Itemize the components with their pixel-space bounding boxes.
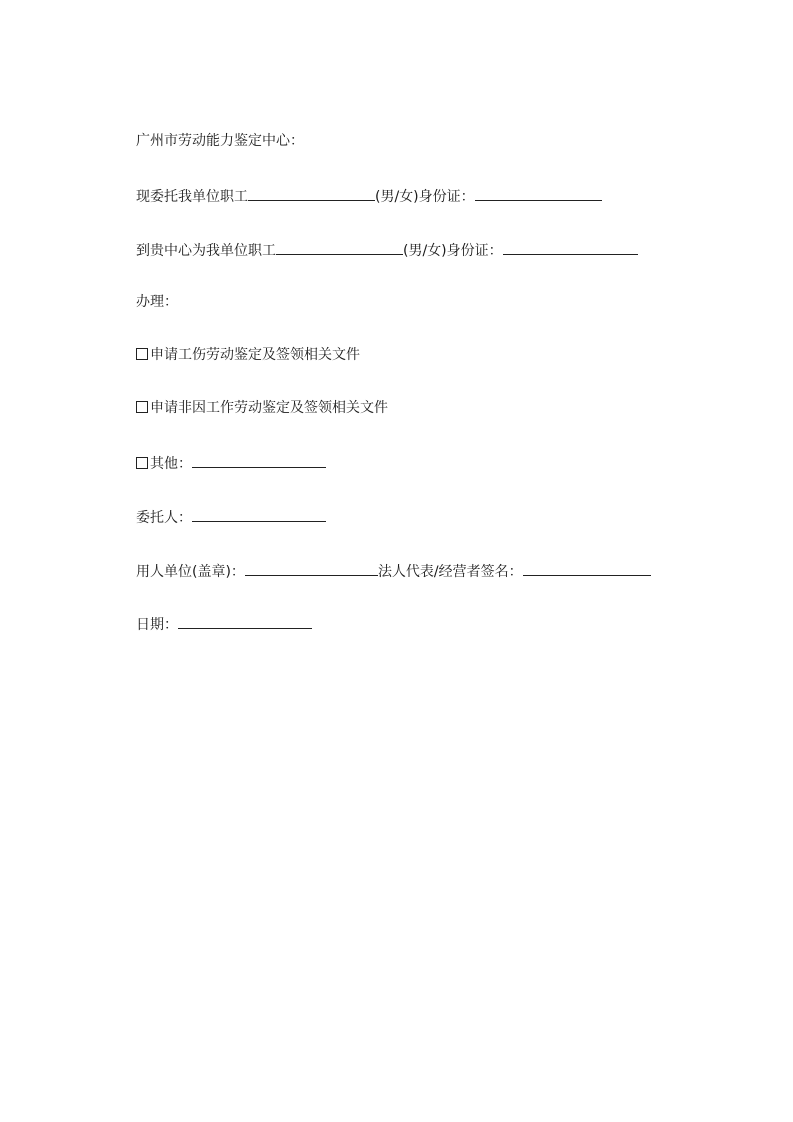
entrusted-person-label: 委托人： — [136, 510, 192, 526]
date-line — [136, 613, 312, 635]
gender-id-label-2: (男/女)身份证： — [403, 243, 503, 259]
employer-seal-label: 用人单位(盖章)： — [136, 564, 245, 580]
id-number-blank[interactable] — [475, 185, 602, 201]
assign-employee-label: 到贵中心为我单位职工 — [136, 243, 276, 259]
addressee-text: 广州市劳动能力鉴定中心： — [136, 133, 304, 149]
option-injury-label: 申请工伤劳动鉴定及签领相关文件 — [150, 347, 360, 363]
addressee-line — [136, 131, 304, 151]
entrust-employee-line — [136, 185, 602, 207]
legal-rep-signature-blank[interactable] — [523, 560, 651, 576]
option-other-line — [136, 452, 326, 474]
employer-line — [136, 560, 651, 582]
option-non-work-line — [136, 398, 388, 418]
date-label: 日期： — [136, 617, 178, 633]
entrusted-person-blank[interactable] — [192, 506, 326, 522]
handle-label: 办理： — [136, 294, 178, 310]
date-blank[interactable] — [178, 613, 312, 629]
option-other-checkbox[interactable] — [136, 457, 148, 469]
option-injury-checkbox[interactable] — [136, 348, 148, 360]
entrusted-person-line — [136, 506, 326, 528]
option-non-work-checkbox[interactable] — [136, 401, 148, 413]
assigned-employee-name-blank[interactable] — [276, 239, 403, 255]
entrust-employee-label: 现委托我单位职工 — [136, 189, 248, 205]
assigned-id-number-blank[interactable] — [503, 239, 638, 255]
employee-name-blank[interactable] — [248, 185, 375, 201]
option-injury-line — [136, 345, 360, 365]
employer-seal-blank[interactable] — [245, 560, 378, 576]
other-reason-blank[interactable] — [192, 452, 326, 468]
assign-employee-line — [136, 239, 638, 261]
gender-id-label: (男/女)身份证： — [375, 189, 475, 205]
option-non-work-label: 申请非因工作劳动鉴定及签领相关文件 — [150, 400, 388, 416]
handle-line — [136, 292, 178, 312]
option-other-label: 其他： — [150, 456, 192, 472]
legal-rep-label: 法人代表/经营者签名： — [377, 564, 523, 580]
